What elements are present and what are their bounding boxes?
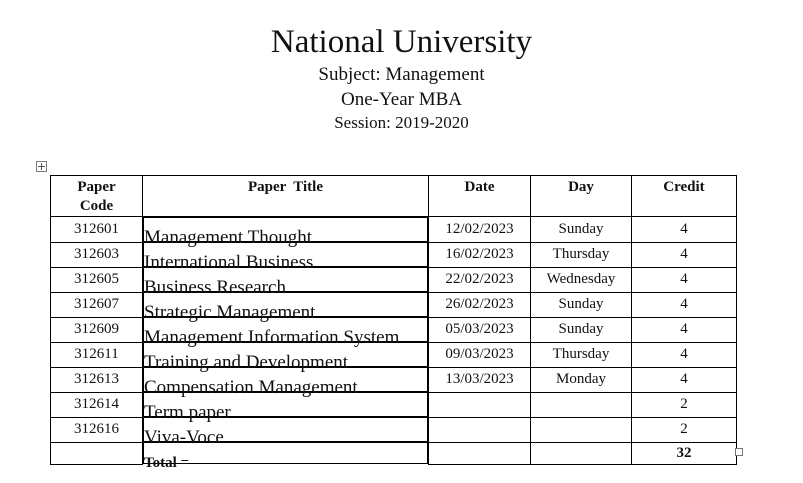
- subject-line: Subject: Management: [318, 64, 485, 85]
- paper-title-cell: Term paper: [143, 392, 428, 417]
- day-cell: Thursday: [531, 342, 632, 367]
- column-header-paper-title: Paper Title: [143, 176, 429, 217]
- table-row: [51, 267, 737, 292]
- column-header-credit: Credit: [632, 176, 737, 217]
- paper-code-cell: 312607: [51, 292, 143, 317]
- day-cell: Thursday: [531, 242, 632, 267]
- total-empty-cell: [429, 442, 531, 464]
- session-line: Session: 2019-2020: [334, 113, 469, 132]
- university-title: National University: [270, 24, 533, 60]
- date-cell: 09/03/2023: [429, 342, 531, 367]
- paper-code-header-text: Paper Code: [77, 179, 116, 214]
- credit-cell: 4: [632, 367, 737, 392]
- total-row: [51, 442, 737, 464]
- total-credit: 32: [632, 442, 737, 464]
- day-cell: Monday: [531, 367, 632, 392]
- table-row: [51, 417, 737, 442]
- paper-title-cell: Viva-Voce: [143, 417, 428, 442]
- table-row: [51, 292, 737, 317]
- total-empty-cell: [531, 442, 632, 464]
- table-header-row: [51, 176, 737, 217]
- table-row: [51, 317, 737, 342]
- paper-code-cell: 312611: [51, 342, 143, 367]
- paper-title-cell: International Business: [143, 242, 428, 267]
- credit-cell: 4: [632, 342, 737, 367]
- day-cell: Sunday: [531, 292, 632, 317]
- paper-title-cell: Business Research: [143, 267, 428, 292]
- exam-schedule-table: [50, 175, 737, 471]
- paper-title-cell: Compensation Management: [143, 367, 428, 392]
- credit-cell: 4: [632, 292, 737, 317]
- day-cell: Sunday: [531, 317, 632, 342]
- table-row: [51, 367, 737, 392]
- day-cell: Wednesday: [531, 267, 632, 292]
- date-cell: 16/02/2023: [429, 242, 531, 267]
- date-cell: 26/02/2023: [429, 292, 531, 317]
- paper-code-cell: 312613: [51, 367, 143, 392]
- table-row: [51, 392, 737, 417]
- credit-cell: 2: [632, 417, 737, 442]
- table-move-handle-icon[interactable]: [36, 161, 47, 172]
- date-cell: 05/03/2023: [429, 317, 531, 342]
- total-label: Total =: [143, 442, 428, 464]
- day-cell: [531, 417, 632, 442]
- paper-code-cell: 312603: [51, 242, 143, 267]
- date-cell: [429, 417, 531, 442]
- credit-cell: 2: [632, 392, 737, 417]
- table-row: [51, 242, 737, 267]
- document-header: [0, 22, 803, 134]
- day-cell: Sunday: [531, 217, 632, 243]
- day-cell: [531, 392, 632, 417]
- paper-code-cell: 312601: [51, 217, 143, 243]
- table-resize-handle-icon[interactable]: [735, 448, 743, 456]
- paper-title-cell: Training and Development: [143, 342, 428, 367]
- column-header-paper-code: [51, 176, 143, 217]
- paper-title-cell: Management Information System: [143, 317, 428, 342]
- paper-title-cell: Management Thought: [143, 217, 428, 242]
- paper-code-cell: 312605: [51, 267, 143, 292]
- credit-cell: 4: [632, 242, 737, 267]
- date-cell: 22/02/2023: [429, 267, 531, 292]
- paper-code-cell: 312609: [51, 317, 143, 342]
- credit-cell: 4: [632, 267, 737, 292]
- credit-cell: 4: [632, 217, 737, 243]
- column-header-day: Day: [531, 176, 632, 217]
- date-cell: 12/02/2023: [429, 217, 531, 243]
- column-header-date: Date: [429, 176, 531, 217]
- paper-title-cell: Strategic Management: [143, 292, 428, 317]
- paper-code-cell: 312616: [51, 417, 143, 442]
- credit-cell: 4: [632, 317, 737, 342]
- paper-code-cell: 312614: [51, 392, 143, 417]
- table-row: [51, 217, 737, 243]
- program-line: One-Year MBA: [340, 89, 463, 110]
- total-empty-cell: [51, 442, 143, 464]
- date-cell: 13/03/2023: [429, 367, 531, 392]
- date-cell: [429, 392, 531, 417]
